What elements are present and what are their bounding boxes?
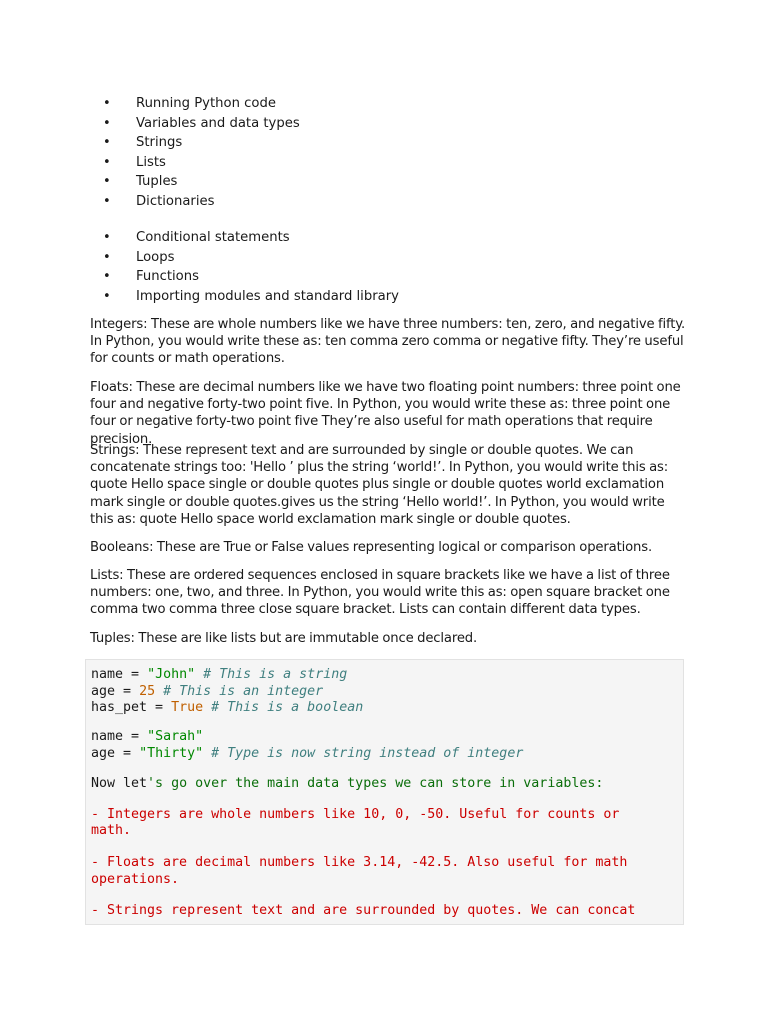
code-keyword: True <box>171 700 204 715</box>
code-line: - Strings represent text and are surrounded by quotes. We can concat <box>91 903 636 918</box>
paragraph-tuples: Tuples: These are like lists but are immutable once declared. <box>90 631 478 646</box>
code-comment: # This is a string <box>195 667 348 682</box>
code-line <box>91 699 363 716</box>
code-line <box>91 745 523 762</box>
list-item-text: Variables and data types <box>136 115 300 131</box>
code-string: "Thirty" <box>139 746 204 761</box>
bullet-icon: • <box>103 193 111 209</box>
list-item <box>103 153 663 173</box>
list-item <box>103 114 663 134</box>
list-item-text: Running Python code <box>136 96 276 111</box>
code-operator: = <box>123 667 148 682</box>
code-comment: # This is an integer <box>155 684 324 699</box>
code-line: math. <box>91 823 132 838</box>
list-item <box>103 94 663 114</box>
bullet-icon: • <box>103 230 111 245</box>
bullet-icon: • <box>103 288 111 304</box>
paragraph-integers: Integers: These are whole numbers like we have three numbers: ten, zero, and negative fifty. In Python, you would write these as: ten comma zero comma or negative fifty. They’re useful for counts or math operations. <box>90 317 686 367</box>
bullet-icon: • <box>103 269 111 284</box>
list-item-text: Lists <box>136 154 166 170</box>
list-item-text: Dictionaries <box>136 193 215 209</box>
list-item <box>103 228 663 248</box>
paragraph-floats: Floats: These are decimal numbers like we have two floating point numbers: three point one four and negative forty-two point five. In Python, you would write these as: three point one four or negative forty-two point five They’re also useful for math operations that require precision. <box>90 380 681 447</box>
list-item-text: Loops <box>136 249 175 265</box>
list-item-text: Tuples <box>136 174 178 189</box>
code-variable: age <box>91 746 116 761</box>
bullet-icon: • <box>103 249 111 265</box>
code-block <box>85 659 684 925</box>
bullet-icon: • <box>103 96 111 111</box>
list-item <box>103 248 663 268</box>
code-line <box>91 728 203 745</box>
code-comment: # Type is now string instead of integer <box>203 746 524 761</box>
code-operator: = <box>115 746 140 761</box>
code-line <box>91 775 603 792</box>
bullet-icon: • <box>103 154 111 170</box>
paragraph-strings: Strings: These represent text and are surrounded by single or double quotes. We can concatenate strings too: 'Hello ’ plus the string ‘world!’. In Python, you would write this as: quote Hello space single or double quotes plus single or double quotes world exclamation mark single or double quotes.gives us the string ‘Hello world!’. In Python, you would write this as: quote Hello space world exclamation mark single or double quotes. <box>90 443 669 527</box>
code-string: 's go over the main data types we can store in variables: <box>147 776 604 791</box>
code-variable: age <box>91 684 116 699</box>
code-variable: name <box>91 729 124 744</box>
list-item <box>103 287 663 307</box>
code-comment: # This is a boolean <box>203 700 364 715</box>
list-item <box>103 192 663 212</box>
list-item-text: Functions <box>136 269 199 284</box>
list-item-text: Importing modules and standard library <box>136 288 399 304</box>
code-line <box>91 683 323 700</box>
bullet-icon: • <box>103 135 111 150</box>
code-number: 25 <box>139 684 156 699</box>
code-variable: name <box>91 667 124 682</box>
list-item-text: Conditional statements <box>136 230 290 245</box>
bullet-icon: • <box>103 174 111 189</box>
topics-list-basics <box>103 94 663 211</box>
code-string: "Sarah" <box>147 729 204 744</box>
code-operator: = <box>123 729 148 744</box>
code-operator: = <box>147 700 172 715</box>
code-line: - Floats are decimal numbers like 3.14, -42.5. Also useful for math <box>91 855 628 870</box>
list-item <box>103 172 663 192</box>
code-line <box>91 666 347 683</box>
bullet-icon: • <box>103 115 111 131</box>
paragraph-booleans: Booleans: These are True or False values representing logical or comparison operations. <box>90 540 653 555</box>
list-item <box>103 267 663 287</box>
code-string: "John" <box>147 667 196 682</box>
topics-list-control-flow <box>103 228 663 306</box>
code-operator: = <box>115 684 140 699</box>
code-text: Now let <box>91 776 148 791</box>
code-variable: has_pet <box>91 700 148 715</box>
code-line: operations. <box>91 872 180 887</box>
list-item <box>103 133 663 153</box>
list-item-text: Strings <box>136 135 183 150</box>
paragraph-lists: Lists: These are ordered sequences enclosed in square brackets like we have a list of three numbers: one, two, and three. In Python, you would write this as: open square bracket one comma two comma three close square bracket. Lists can contain different data types. <box>90 568 670 618</box>
code-line: - Integers are whole numbers like 10, 0, -50. Useful for counts or <box>91 807 620 822</box>
